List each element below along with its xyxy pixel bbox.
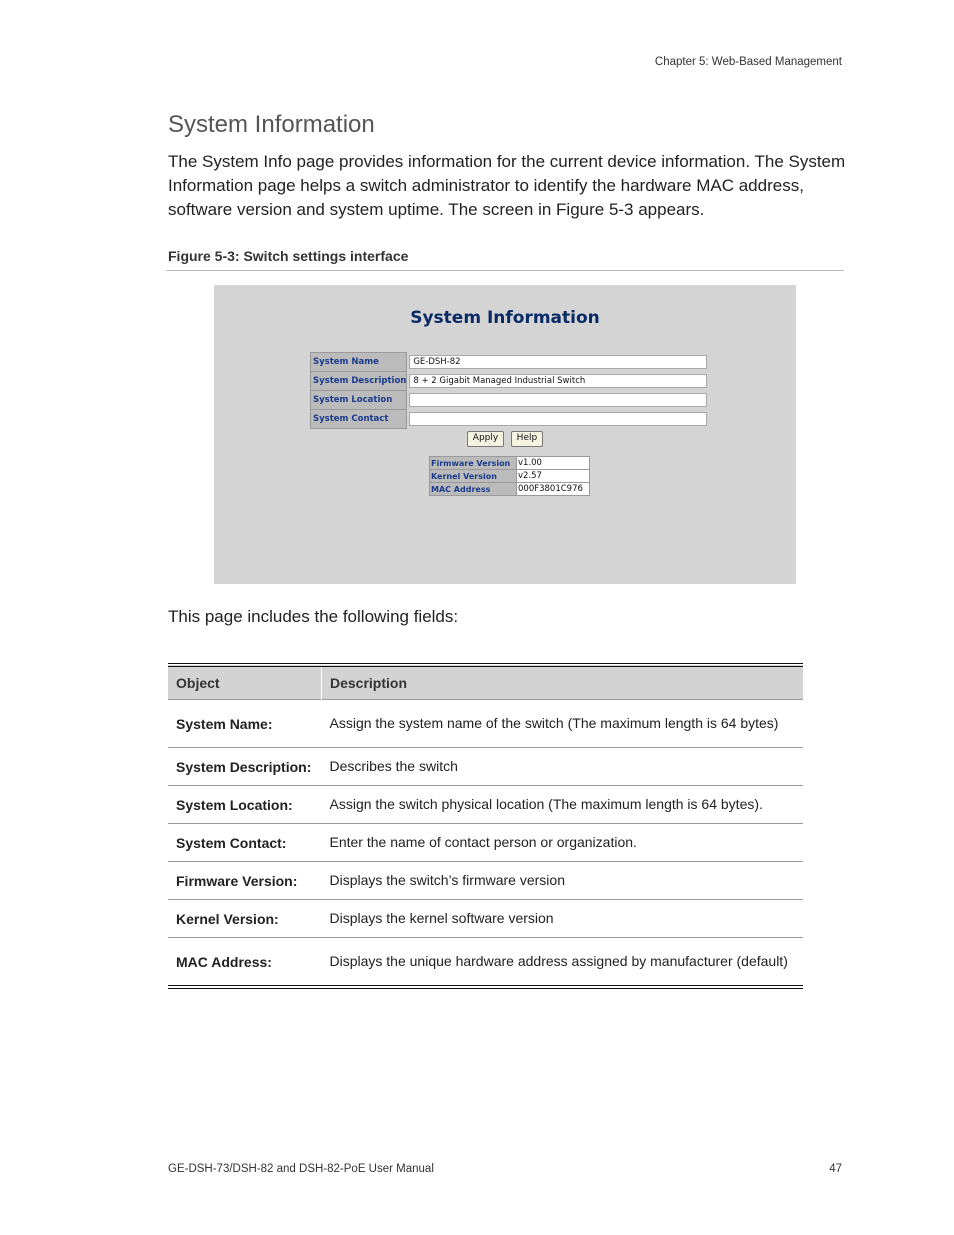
description-cell: Enter the name of contact person or organization. — [322, 824, 804, 862]
table-row — [168, 938, 803, 988]
figure-screenshot — [214, 285, 796, 584]
system-name-label: System Name — [311, 353, 407, 372]
table-row — [168, 862, 803, 900]
version-row — [430, 483, 590, 496]
section-title: System Information — [168, 111, 375, 138]
apply-button[interactable]: Apply — [467, 431, 504, 447]
firmware-version-label: Firmware Version — [430, 457, 517, 470]
table-header-row — [168, 665, 803, 700]
description-cell: Displays the unique hardware address assigned by manufacturer (default) — [322, 938, 804, 988]
form-buttons — [214, 427, 796, 447]
form-row-system-description — [311, 372, 708, 391]
version-row — [430, 470, 590, 483]
system-description-label: System Description — [311, 372, 407, 391]
form-row-system-location — [311, 391, 708, 410]
column-header-object: Object — [168, 665, 322, 700]
object-cell: System Contact: — [168, 824, 322, 862]
manual-title-footer: GE-DSH-73/DSH-82 and DSH-82-PoE User Manual — [168, 1163, 434, 1175]
kernel-version-label: Kernel Version — [430, 470, 517, 483]
table-row — [168, 786, 803, 824]
intro-paragraph: The System Info page provides information for the current device information. The System Information page helps a switch administrator to identify the hardware MAC address, software version and system uptime. The screen in Figure 5-3 appears. — [168, 152, 846, 219]
description-cell: Displays the kernel software version — [322, 900, 804, 938]
chapter-header: Chapter 5: Web-Based Management — [654, 56, 842, 68]
object-cell: System Name: — [168, 700, 322, 748]
version-table — [429, 456, 590, 496]
table-row — [168, 900, 803, 938]
figure-divider — [166, 270, 844, 271]
description-cell: Displays the switch’s firmware version — [322, 862, 804, 900]
description-cell: Assign the system name of the switch (The maximum length is 64 bytes) — [322, 700, 804, 748]
object-cell: MAC Address: — [168, 938, 322, 988]
help-button[interactable]: Help — [511, 431, 544, 447]
system-contact-input[interactable] — [409, 412, 707, 426]
table-row — [168, 700, 803, 748]
object-cell: System Location: — [168, 786, 322, 824]
figure-caption: Figure 5-3: Switch settings interface — [168, 248, 409, 264]
firmware-version-value: v1.00 — [517, 457, 590, 470]
table-row — [168, 748, 803, 786]
object-cell: Firmware Version: — [168, 862, 322, 900]
form-row-system-contact — [311, 410, 708, 429]
system-description-input[interactable]: 8 + 2 Gigabit Managed Industrial Switch — [409, 374, 707, 388]
description-cell: Assign the switch physical location (The maximum length is 64 bytes). — [322, 786, 804, 824]
column-header-description: Description — [322, 665, 804, 700]
system-location-input[interactable] — [409, 393, 707, 407]
mac-address-value: 000F3801C976 — [517, 483, 590, 496]
object-cell: System Description: — [168, 748, 322, 786]
system-form — [310, 352, 708, 429]
form-row-system-name — [311, 353, 708, 372]
screen-title: System Information — [410, 308, 600, 328]
table-row — [168, 824, 803, 862]
mac-address-label: MAC Address — [430, 483, 517, 496]
fields-table — [168, 663, 803, 989]
version-row — [430, 457, 590, 470]
fields-lead-in: This page includes the following fields: — [168, 607, 459, 626]
kernel-version-value: v2.57 — [517, 470, 590, 483]
system-contact-label: System Contact — [311, 410, 407, 429]
description-cell: Describes the switch — [322, 748, 804, 786]
page-number: 47 — [829, 1163, 842, 1175]
system-name-input[interactable]: GE-DSH-82 — [409, 355, 707, 369]
system-location-label: System Location — [311, 391, 407, 410]
object-cell: Kernel Version: — [168, 900, 322, 938]
